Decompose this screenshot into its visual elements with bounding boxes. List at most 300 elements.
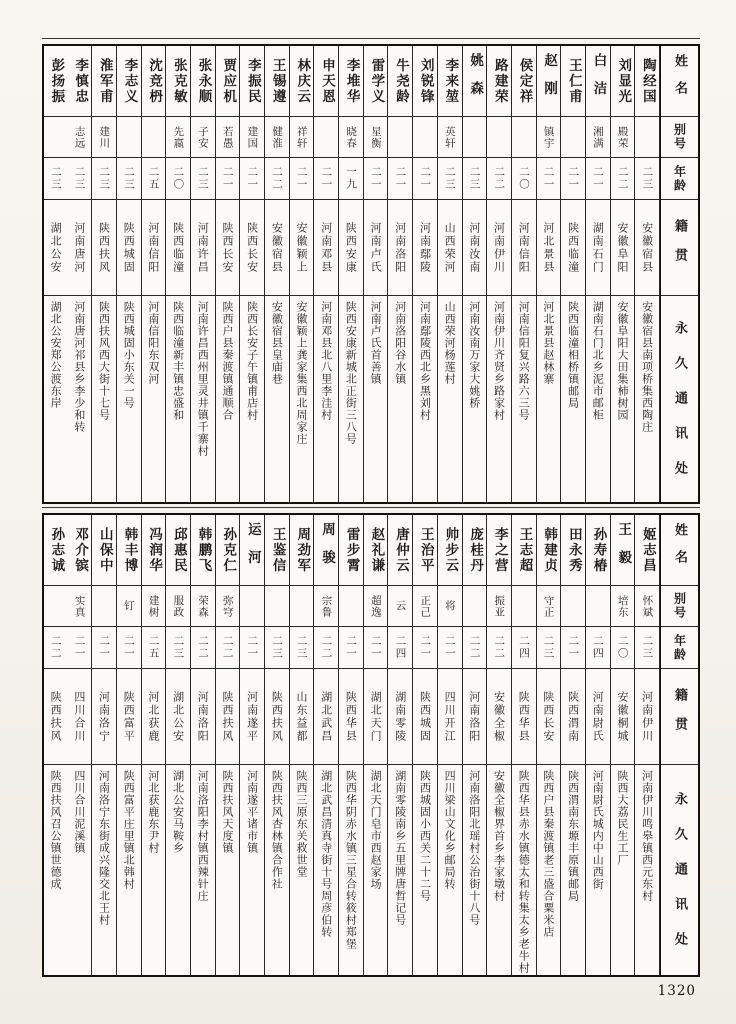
person-address: 陕西临潼新丰镇忠盛和 xyxy=(171,301,185,421)
person-age: 二一 xyxy=(246,166,259,191)
person-alias-cell xyxy=(635,117,659,158)
person-age-cell xyxy=(364,158,388,200)
person-alias: 建树 xyxy=(147,594,160,618)
person-address-cell xyxy=(142,765,166,975)
person-alias-cell xyxy=(265,117,289,158)
person-age-cell xyxy=(314,627,338,669)
person-alias-cell xyxy=(117,117,141,158)
person-alias-cell xyxy=(191,586,215,627)
person-name: 邱惠民 xyxy=(170,526,187,574)
person-address-cell xyxy=(191,296,215,502)
person-native-place-cell xyxy=(339,200,363,296)
person-address: 四川合川泥溪镇 xyxy=(72,770,86,854)
person-address-cell xyxy=(92,765,116,975)
person-age: 二五 xyxy=(147,166,160,191)
person-name-cell xyxy=(487,515,511,586)
person-alias: 星衡 xyxy=(369,125,382,149)
person-alias: 志远 xyxy=(73,125,86,149)
person-alias-cell xyxy=(92,117,116,158)
person-age: 二一 xyxy=(592,166,605,191)
person-name-cell xyxy=(44,515,68,586)
person-age: 二一 xyxy=(419,635,432,660)
person-native-place-cell xyxy=(364,669,388,765)
entry-column xyxy=(314,46,339,502)
entry-column xyxy=(166,515,191,975)
person-address-cell xyxy=(537,296,561,502)
person-address-cell xyxy=(68,296,92,502)
person-native-place: 河南洛宁 xyxy=(97,690,111,743)
person-address: 陕西户县秦渡镇老三盛合粟米店 xyxy=(541,770,555,938)
person-alias-cell xyxy=(364,117,388,158)
person-address: 河南尉氏城内中山西街 xyxy=(591,770,605,890)
person-name-cell xyxy=(635,46,659,117)
entry-column xyxy=(216,515,241,975)
person-address: 山西荣河杨莲村 xyxy=(443,301,457,385)
person-address: 安徽全椒界首乡李家墩村 xyxy=(492,770,506,902)
entry-column xyxy=(537,46,562,502)
person-age: 二二 xyxy=(320,635,333,660)
person-alias: 建国 xyxy=(246,125,259,149)
person-name-cell xyxy=(635,515,659,586)
person-age-cell xyxy=(561,627,585,669)
person-age: 二一 xyxy=(98,635,111,660)
person-native-place-cell xyxy=(142,669,166,765)
person-age-cell xyxy=(635,158,659,200)
entry-column xyxy=(191,515,216,975)
person-name-cell xyxy=(586,46,610,117)
person-address: 安徽宿县皇庙巷 xyxy=(270,301,284,385)
header-name-label: 姓名 xyxy=(672,523,687,577)
entry-column xyxy=(240,515,265,975)
person-alias: 实真 xyxy=(73,594,86,618)
person-address-cell xyxy=(240,765,264,975)
header-age xyxy=(661,158,698,200)
person-native-place-cell xyxy=(166,200,190,296)
person-address: 湖北公安郑公渡东岸 xyxy=(49,301,63,409)
person-age-cell xyxy=(240,158,264,200)
person-address: 河南鄢陵西北乡黑刘村 xyxy=(418,301,432,421)
header-native-label: 籍贯 xyxy=(672,687,687,746)
person-native-place: 湖北武昌 xyxy=(319,690,333,743)
person-alias: 振亚 xyxy=(493,594,506,618)
person-alias-cell xyxy=(611,586,635,627)
directory-table-top-section xyxy=(42,38,700,504)
person-alias-cell xyxy=(586,586,610,627)
person-native-place-cell xyxy=(142,200,166,296)
person-alias-cell xyxy=(68,586,92,627)
person-native-place-cell xyxy=(68,669,92,765)
person-name-cell xyxy=(314,46,338,117)
person-name-cell xyxy=(240,46,264,117)
person-age: 二一 xyxy=(567,635,580,660)
person-alias: 健淮 xyxy=(271,125,284,149)
person-address: 河南洛阳谷水镇 xyxy=(393,301,407,385)
header-alias-label: 别号 xyxy=(672,592,687,620)
person-address: 陕西户县秦渡镇通顺合 xyxy=(220,301,234,421)
entry-column xyxy=(314,515,339,975)
person-age-cell xyxy=(265,627,289,669)
entry-column xyxy=(44,515,68,975)
person-name-cell xyxy=(364,515,388,586)
person-alias: 子安 xyxy=(197,125,210,149)
person-name-cell xyxy=(537,515,561,586)
person-address: 河南卢氏首善镇 xyxy=(369,301,383,385)
person-age-cell xyxy=(364,627,388,669)
person-age-cell xyxy=(388,158,412,200)
person-native-place-cell xyxy=(314,200,338,296)
person-alias-cell xyxy=(561,117,585,158)
person-name: 韩鹏飞 xyxy=(195,526,212,574)
person-age: 二三 xyxy=(122,166,135,191)
person-native-place: 河南尉氏 xyxy=(591,690,605,743)
person-name: 沈竞枬 xyxy=(146,57,163,105)
person-native-place-cell xyxy=(68,200,92,296)
person-name-cell xyxy=(438,515,462,586)
person-age: 二四 xyxy=(592,635,605,660)
entry-column xyxy=(586,46,611,502)
person-age: 二四 xyxy=(394,635,407,660)
person-age-cell xyxy=(512,627,536,669)
person-address-cell xyxy=(216,765,240,975)
person-address: 河南信阳复兴路六三号 xyxy=(517,301,531,421)
person-address: 陕西富平庄里镇北韩村 xyxy=(122,770,136,890)
person-alias-cell xyxy=(413,586,437,627)
person-address-cell xyxy=(216,296,240,502)
person-native-place: 陕西长安 xyxy=(220,221,234,274)
person-native-place: 河南汝南 xyxy=(467,221,481,274)
person-name: 周骏 xyxy=(318,521,335,579)
person-name: 庞桂丹 xyxy=(467,526,484,574)
person-alias-cell xyxy=(290,117,314,158)
header-alias xyxy=(661,586,698,627)
entry-column xyxy=(117,46,142,502)
person-alias-cell xyxy=(240,117,264,158)
entry-column xyxy=(68,515,93,975)
person-age-cell xyxy=(92,158,116,200)
header-name xyxy=(661,46,698,117)
person-address: 河南邓县北八里李洼村 xyxy=(319,301,333,421)
header-native-label: 籍贯 xyxy=(672,218,687,277)
person-native-place-cell xyxy=(413,669,437,765)
entry-column xyxy=(142,46,167,502)
person-native-place-cell xyxy=(265,200,289,296)
person-alias: 超逸 xyxy=(369,594,382,618)
person-native-place-cell xyxy=(339,669,363,765)
entry-column xyxy=(611,515,636,975)
person-address: 陕西长安子午镇甫店村 xyxy=(245,301,259,421)
person-address: 安徽阜阳大田集柿树园 xyxy=(615,301,629,421)
header-native-place xyxy=(661,200,698,296)
person-name-cell xyxy=(463,515,487,586)
person-age-cell xyxy=(463,158,487,200)
person-native-place: 山西荣河 xyxy=(443,221,457,274)
person-address: 陕西扶风杏林镇合作社 xyxy=(270,770,284,890)
person-age-cell xyxy=(142,627,166,669)
person-alias-cell xyxy=(92,586,116,627)
person-name-cell xyxy=(339,515,363,586)
directory-table-bottom-section xyxy=(42,507,700,977)
person-address-cell xyxy=(290,296,314,502)
person-native-place: 河北获鹿 xyxy=(146,690,160,743)
person-name-cell xyxy=(463,46,487,117)
person-age-cell xyxy=(191,627,215,669)
person-native-place-cell xyxy=(611,669,635,765)
person-native-place-cell xyxy=(166,669,190,765)
person-alias-cell xyxy=(388,117,412,158)
person-native-place: 河南伊川 xyxy=(492,221,506,274)
entry-column xyxy=(388,515,413,975)
header-address-label: 永久通讯处 xyxy=(672,320,687,496)
entry-column xyxy=(216,46,241,502)
person-alias: 先嬴 xyxy=(172,125,185,149)
person-name: 赵刚 xyxy=(541,52,558,110)
person-native-place: 陕西华县 xyxy=(517,690,531,743)
person-age-cell xyxy=(142,158,166,200)
person-alias-cell xyxy=(586,117,610,158)
person-native-place-cell xyxy=(537,669,561,765)
person-name-cell xyxy=(561,46,585,117)
person-age-cell xyxy=(314,158,338,200)
person-address: 陕西三原东关救世堂 xyxy=(295,770,309,878)
person-alias: 湘满 xyxy=(592,125,605,149)
person-age: 二三 xyxy=(542,635,555,660)
person-native-place-cell xyxy=(240,669,264,765)
person-address: 湖北武昌清真寺街十号周彦伯转 xyxy=(319,770,333,938)
person-address: 河南洛宁东街成兴隆交北王村 xyxy=(97,770,111,926)
person-name: 孙寿椿 xyxy=(590,526,607,574)
person-age-cell xyxy=(339,158,363,200)
person-native-place: 河南邓县 xyxy=(319,221,333,274)
person-alias-cell xyxy=(216,117,240,158)
person-name: 李之营 xyxy=(491,526,508,574)
person-native-place-cell xyxy=(117,200,141,296)
person-native-place-cell xyxy=(117,669,141,765)
person-name: 刘锐锋 xyxy=(417,57,434,105)
entry-column xyxy=(191,46,216,502)
page-number: 1320 xyxy=(657,983,696,999)
person-native-place: 安徽颖上 xyxy=(295,221,309,274)
person-native-place: 湖北公安 xyxy=(49,221,63,274)
header-column xyxy=(660,46,698,502)
entry-columns xyxy=(44,46,660,502)
person-address-cell xyxy=(92,296,116,502)
person-alias-cell xyxy=(463,117,487,158)
person-name: 韩丰博 xyxy=(121,526,138,574)
person-age: 二一 xyxy=(443,635,456,660)
person-address-cell xyxy=(117,296,141,502)
person-name-cell xyxy=(166,515,190,586)
person-name: 淮军甫 xyxy=(96,57,113,105)
person-address-cell xyxy=(117,765,141,975)
person-age-cell xyxy=(487,627,511,669)
person-age: 二四 xyxy=(517,635,530,660)
person-address-cell xyxy=(191,765,215,975)
person-name-cell xyxy=(364,46,388,117)
person-address: 陕西华县赤水镇德太和转集太乡老牛村 xyxy=(517,770,531,974)
person-alias: 怀斌 xyxy=(641,594,654,618)
entry-column xyxy=(463,46,488,502)
person-age: 二三 xyxy=(641,635,654,660)
person-alias-cell xyxy=(265,586,289,627)
person-alias-cell xyxy=(314,117,338,158)
person-name-cell xyxy=(265,46,289,117)
person-age: 二三 xyxy=(271,635,284,660)
person-age: 二三 xyxy=(73,166,86,191)
entry-column xyxy=(142,515,167,975)
person-native-place-cell xyxy=(44,200,68,296)
person-native-place: 河南伊川 xyxy=(640,690,654,743)
entry-column xyxy=(635,515,660,975)
person-age: 二二 xyxy=(493,635,506,660)
person-name-cell xyxy=(166,46,190,117)
person-native-place: 四川开江 xyxy=(443,690,457,743)
person-name-cell xyxy=(240,515,264,586)
person-alias: 云 xyxy=(394,600,407,612)
person-name-cell xyxy=(388,515,412,586)
person-age: 二三 xyxy=(468,166,481,191)
person-address: 安徽颖上龚家集西北周家庄 xyxy=(295,301,309,445)
person-name: 孙志诚 xyxy=(48,526,65,574)
person-age: 二〇 xyxy=(517,166,530,191)
person-address: 河南伊川齐贤乡路家村 xyxy=(492,301,506,421)
person-alias-cell xyxy=(635,586,659,627)
person-address: 河北景县赵林寨 xyxy=(541,301,555,385)
person-address-cell xyxy=(265,765,289,975)
person-address-cell xyxy=(166,296,190,502)
person-age-cell xyxy=(68,627,92,669)
person-native-place-cell xyxy=(635,200,659,296)
person-name: 申天恩 xyxy=(318,57,335,105)
person-alias: 钉 xyxy=(122,600,135,612)
person-name: 王锡遵 xyxy=(269,57,286,105)
person-alias-cell xyxy=(537,586,561,627)
person-age-cell xyxy=(166,158,190,200)
person-alias-cell xyxy=(561,586,585,627)
person-age-cell xyxy=(487,158,511,200)
person-age-cell xyxy=(240,627,264,669)
person-address-cell xyxy=(413,765,437,975)
person-age: 二一 xyxy=(394,166,407,191)
person-address: 陕西城固小西关二十二号 xyxy=(418,770,432,902)
entry-column xyxy=(166,46,191,502)
person-name-cell xyxy=(487,46,511,117)
person-address-cell xyxy=(635,296,659,502)
directory-table-top xyxy=(42,44,700,504)
person-native-place-cell xyxy=(512,200,536,296)
person-age: 二二 xyxy=(271,166,284,191)
person-alias-cell xyxy=(216,586,240,627)
person-native-place-cell xyxy=(561,669,585,765)
person-age: 二三 xyxy=(49,166,62,191)
person-address-cell xyxy=(438,296,462,502)
person-age-cell xyxy=(117,158,141,200)
person-address-cell xyxy=(265,296,289,502)
person-age: 二三 xyxy=(172,635,185,660)
person-name: 田永秀 xyxy=(565,526,582,574)
person-address: 陕西临潼相桥镇邮局 xyxy=(566,301,580,409)
person-native-place-cell xyxy=(561,200,585,296)
person-age: 二三 xyxy=(443,166,456,191)
entry-column xyxy=(117,515,142,975)
person-alias-cell xyxy=(240,586,264,627)
entry-column xyxy=(290,46,315,502)
person-address-cell xyxy=(166,765,190,975)
person-address-cell xyxy=(364,296,388,502)
person-address-cell xyxy=(537,765,561,975)
person-native-place: 安徽宿县 xyxy=(640,221,654,274)
entry-column xyxy=(586,515,611,975)
person-age: 二〇 xyxy=(616,635,629,660)
person-address: 湖北天门皂市西赵家场 xyxy=(369,770,383,890)
entry-column xyxy=(413,46,438,502)
person-native-place: 河南洛阳 xyxy=(393,221,407,274)
person-name-cell xyxy=(44,46,68,117)
person-name-cell xyxy=(142,515,166,586)
person-age-cell xyxy=(388,627,412,669)
person-native-place: 安徽全椒 xyxy=(492,690,506,743)
person-native-place-cell xyxy=(265,669,289,765)
person-native-place: 湖南零陵 xyxy=(393,690,407,743)
person-age-cell xyxy=(166,627,190,669)
person-name: 彭扬振 xyxy=(48,57,65,105)
person-age: 二一 xyxy=(567,166,580,191)
person-native-place-cell xyxy=(44,669,68,765)
person-address: 河南信阳东双河 xyxy=(146,301,160,385)
person-name: 周劲军 xyxy=(294,526,311,574)
person-alias: 服政 xyxy=(172,594,185,618)
person-address: 湖南石门北乡泥市邮柜 xyxy=(591,301,605,421)
header-age-label: 年龄 xyxy=(672,633,687,662)
person-name-cell xyxy=(142,46,166,117)
person-age-cell xyxy=(438,158,462,200)
person-address-cell xyxy=(586,765,610,975)
person-name: 路建荣 xyxy=(491,57,508,105)
header-address xyxy=(661,765,698,975)
person-name: 山保中 xyxy=(96,526,113,574)
person-age-cell xyxy=(537,158,561,200)
entry-column xyxy=(44,46,68,502)
person-native-place-cell xyxy=(191,669,215,765)
entry-column xyxy=(339,515,364,975)
person-age-cell xyxy=(413,627,437,669)
person-address: 河南唐河祁县乡李少和转 xyxy=(72,301,86,433)
person-age: 二一 xyxy=(419,166,432,191)
entry-column xyxy=(487,515,512,975)
person-name-cell xyxy=(561,515,585,586)
person-name: 林庆云 xyxy=(294,57,311,105)
entry-column xyxy=(438,46,463,502)
person-address: 安徽宿县南项桥集西陶庄 xyxy=(640,301,654,433)
person-native-place: 河南洛阳 xyxy=(467,690,481,743)
person-name-cell xyxy=(191,515,215,586)
person-name: 刘显光 xyxy=(615,57,632,105)
person-alias: 宗鲁 xyxy=(320,594,333,618)
person-address-cell xyxy=(463,765,487,975)
person-alias-cell xyxy=(339,117,363,158)
person-name: 张克敏 xyxy=(170,57,187,105)
entry-column xyxy=(364,515,389,975)
person-alias-cell xyxy=(463,586,487,627)
person-address-cell xyxy=(388,765,412,975)
person-native-place-cell xyxy=(92,200,116,296)
person-name-cell xyxy=(339,46,363,117)
person-name: 陶经国 xyxy=(639,57,656,105)
person-address: 河南遂平诸市镇 xyxy=(245,770,259,854)
person-name: 冯润华 xyxy=(146,526,163,574)
person-name: 王治平 xyxy=(417,526,434,574)
person-alias-cell xyxy=(166,117,190,158)
person-age-cell xyxy=(216,158,240,200)
